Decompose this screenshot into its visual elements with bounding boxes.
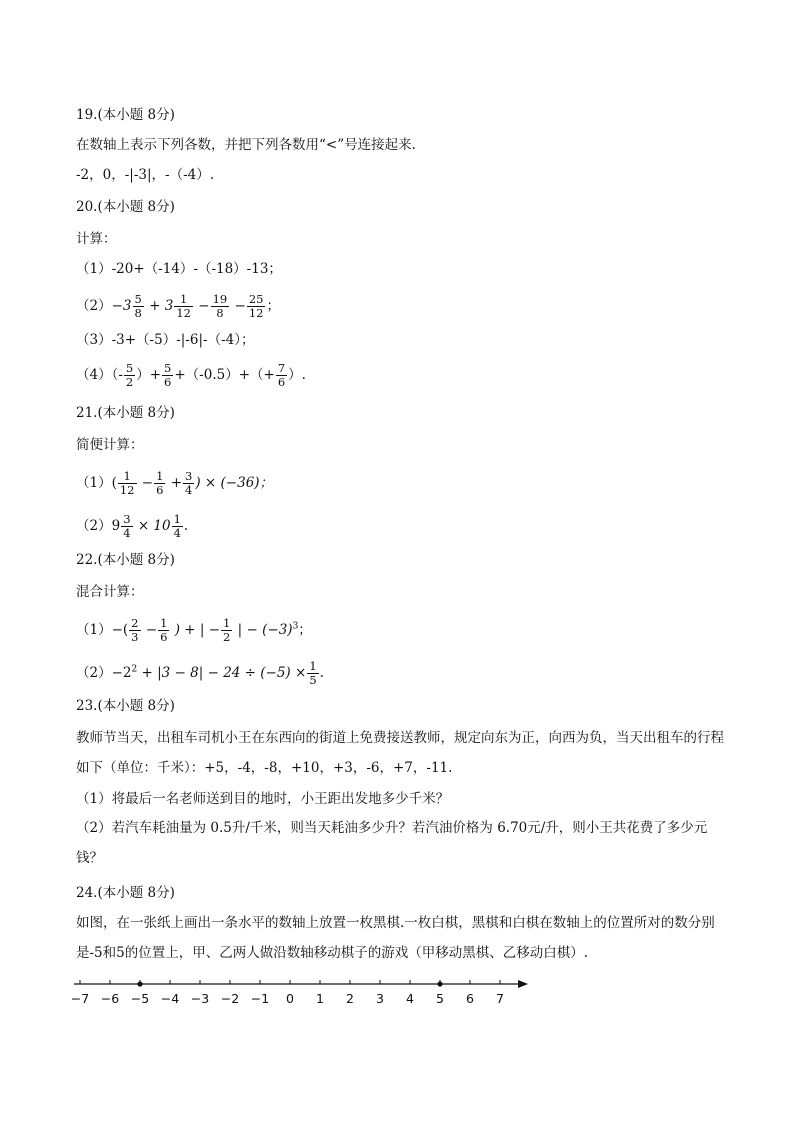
fraction: $\frac{7}{6}$ bbox=[277, 361, 286, 389]
number-line-label: 5 bbox=[436, 991, 444, 1006]
fraction: $\frac{1}{4}$ bbox=[173, 512, 181, 540]
arrow-right-icon bbox=[518, 980, 528, 988]
number-line-label: 4 bbox=[406, 991, 414, 1006]
q20-label: 计算： bbox=[76, 231, 117, 247]
q23-text: 教师节当天，出租车司机小王在东西向的街道上免费接送教师，规定向东为正，向西为负，当天出租车的行程如下（单位：千米）：+5，-4，-8，+10，+3，-6，+7，-11. bbox=[76, 730, 724, 776]
fraction: $\frac{1}{12}$ bbox=[176, 292, 191, 320]
number-line-figure bbox=[70, 974, 540, 1014]
fraction: $\frac{5}{2}$ bbox=[125, 361, 134, 389]
number-line-point bbox=[437, 981, 442, 986]
q20-part1: （1）-20+（-14）-（-18）-13； bbox=[76, 261, 282, 277]
fraction: $\frac{25}{12}$ bbox=[248, 292, 264, 320]
number-line-label: 0 bbox=[286, 991, 294, 1006]
fraction: $\frac{5}{6}$ bbox=[164, 361, 172, 389]
number-line-label: 1 bbox=[316, 991, 324, 1006]
q19-heading: 19.(本小题 8分) bbox=[76, 107, 175, 123]
q19-prompt: 在数轴上表示下列各数，并把下列各数用“<”号连接起来. bbox=[76, 137, 416, 153]
q22-part1: （1）−( $\frac{2}{3}$ − $\frac{1}{6}$ ) + | − $\frac{1}{2}$ | − $(-3)^3$； bbox=[76, 616, 312, 644]
q24-text: 如图，在一张纸上画出一条水平的数轴上放置一枚黑棋.一枚白棋，黑棋和白棋在数轴上的位置所对的数分别是-5和5的位置上，甲、乙两人做沿数轴移动棋子的游戏（甲移动黑棋、乙移动白棋）. bbox=[76, 915, 715, 961]
q22-label: 混合计算： bbox=[76, 584, 144, 600]
q20-part2: （2）−3 $\frac{5}{8}$ + 3 $\frac{1}{12}$ − $\frac{19}{8}$ − $\frac{25}{12}$ ； bbox=[76, 292, 280, 320]
number-line-label: −6 bbox=[100, 991, 120, 1006]
number-line-label: 6 bbox=[466, 991, 474, 1006]
fraction: $\frac{1}{6}$ bbox=[156, 469, 164, 497]
q22-part2: $(2)-2^2 + |3 - 8| - 24 \div (-5)$ × $\frac{1}{5}$ . bbox=[76, 659, 324, 687]
number-line-label: 2 bbox=[346, 991, 354, 1006]
q23-part2: （2）若汽车耗油量为 0.5升/千米，则当天耗油多少升？若汽油价格为 6.70元/升，则小王共花费了多少元钱？ bbox=[76, 820, 708, 866]
q20-part4: （4）（- $\frac{5}{2}$ ）+ $\frac{5}{6}$ +（-0.5）+（+ $\frac{7}{6}$ ）. bbox=[76, 361, 306, 389]
number-line-label: 7 bbox=[496, 991, 504, 1006]
fraction: $\frac{1}{6}$ bbox=[160, 616, 168, 644]
number-line-point bbox=[137, 981, 142, 986]
q21-part1: （1）( $\frac{1}{12}$ − $\frac{1}{6}$ + $\frac{3}{4}$ ) × (−36)； bbox=[76, 469, 274, 497]
number-line-label: 3 bbox=[376, 991, 384, 1006]
number-line-label: −5 bbox=[130, 991, 150, 1006]
fraction: $\frac{19}{8}$ bbox=[212, 292, 228, 320]
fraction: $\frac{1}{12}$ bbox=[119, 469, 135, 497]
fraction: $\frac{1}{2}$ bbox=[223, 616, 231, 644]
number-line-label: −7 bbox=[70, 991, 90, 1006]
q21-label: 简便计算： bbox=[76, 437, 144, 453]
q21-part2: （2）9 $\frac{3}{4}$ × 10 $\frac{1}{4}$ . bbox=[76, 512, 189, 540]
fraction: $\frac{5}{8}$ bbox=[134, 292, 142, 320]
q19-numbers: -2，0，-|-3|，-（-4）. bbox=[76, 167, 215, 183]
q23-heading: 23.(本小题 8分) bbox=[76, 698, 175, 714]
number-line-label: −1 bbox=[250, 991, 270, 1006]
number-line-label: −3 bbox=[190, 991, 210, 1006]
q23-part1: （1）将最后一名老师送到目的地时，小王距出发地多少千米？ bbox=[76, 791, 450, 807]
q20-heading: 20.(本小题 8分) bbox=[76, 199, 175, 215]
fraction: $\frac{1}{5}$ bbox=[309, 659, 317, 687]
q22-heading: 22.(本小题 8分) bbox=[76, 552, 175, 568]
q20-part3: （3）-3+（-5）-|-6|-（-4）； bbox=[76, 332, 255, 348]
q24-heading: 24.(本小题 8分) bbox=[76, 885, 175, 901]
fraction: $\frac{3}{4}$ bbox=[185, 469, 193, 497]
q21-heading: 21.(本小题 8分) bbox=[76, 405, 175, 421]
number-line-label: −4 bbox=[160, 991, 180, 1006]
fraction: $\frac{3}{4}$ bbox=[123, 512, 131, 540]
number-line-label: −2 bbox=[220, 991, 240, 1006]
fraction: $\frac{2}{3}$ bbox=[131, 616, 139, 644]
